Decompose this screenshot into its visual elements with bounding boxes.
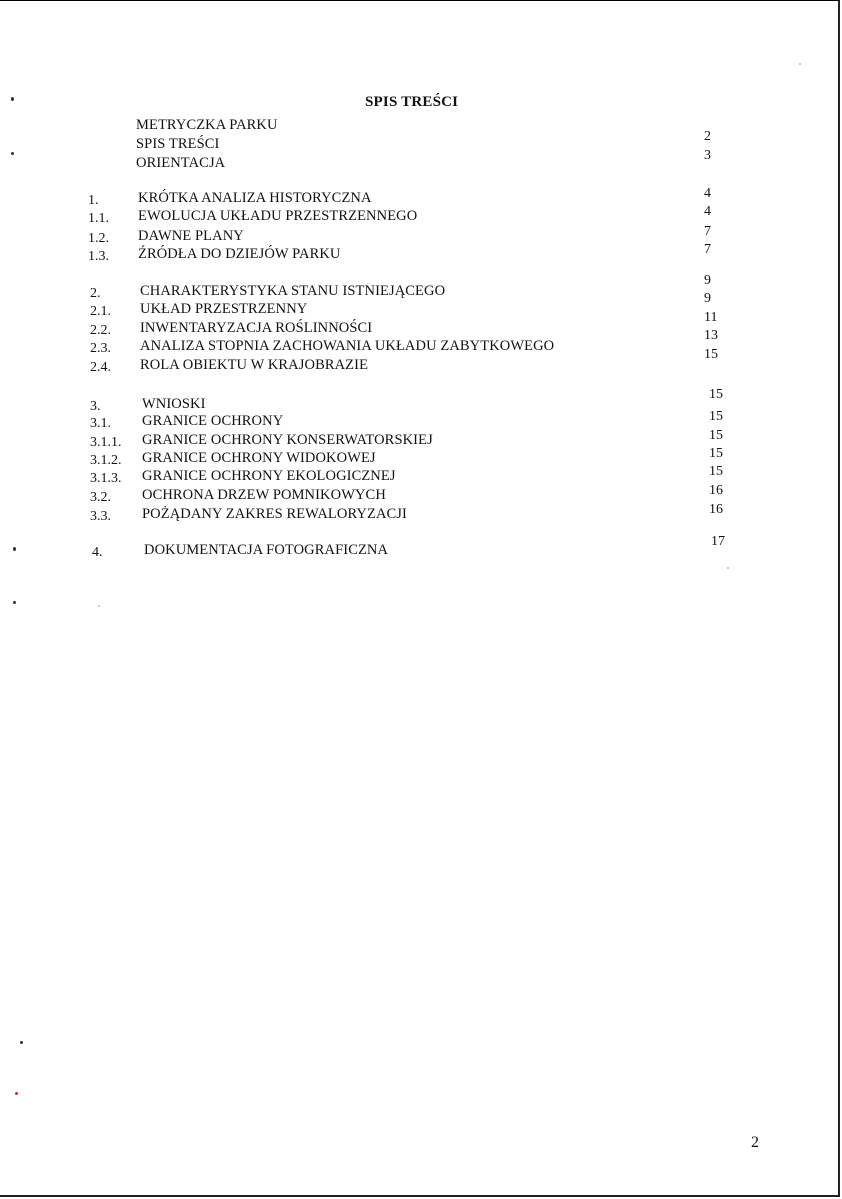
toc-entry-page: 15: [709, 464, 723, 479]
toc-entry-number: 2.4.: [90, 360, 111, 375]
toc-entry-title: GRANICE OCHRONY WIDOKOWEJ: [142, 450, 376, 466]
toc-entry-title: ŹRÓDŁA DO DZIEJÓW PARKU: [138, 246, 341, 262]
toc-entry: [0, 242, 840, 266]
toc-entry-number: 3.1.2.: [90, 453, 122, 468]
toc-entry-page: 4: [704, 186, 711, 201]
toc-entry-title: UKŁAD PRZESTRZENNY: [140, 301, 308, 317]
toc-entry: [0, 502, 840, 526]
toc-entry-page: 16: [709, 502, 723, 517]
toc-entry-title: CHARAKTERYSTYKA STANU ISTNIEJĄCEGO: [140, 283, 446, 299]
toc-entry-page: 9: [704, 273, 711, 288]
toc-entry-page: 9: [704, 291, 711, 306]
toc-title: SPIS TREŚCI: [365, 94, 459, 110]
toc-entry-page: 2: [704, 129, 711, 144]
toc-entry-number: 1.2.: [88, 231, 109, 246]
toc-entry-title: OCHRONA DRZEW POMNIKOWYCH: [142, 487, 386, 503]
toc-entry-number: 1.1.: [88, 211, 109, 226]
toc-entry-number: 2.2.: [90, 323, 111, 338]
scan-speck: [20, 1041, 23, 1044]
toc-entry-page: 15: [709, 409, 723, 424]
toc-entry-title: POŻĄDANY ZAKRES REWALORYZACJI: [142, 506, 407, 522]
toc-entry-page: 11: [704, 310, 718, 325]
toc-entry-page: 15: [704, 347, 718, 362]
toc-entry-number: 1.: [88, 193, 99, 208]
toc-entry-number: 2.3.: [90, 341, 111, 356]
toc-entry-page: 15: [709, 387, 723, 402]
toc-entry-number: 2.: [90, 286, 101, 301]
toc-entry-number: 3.: [90, 399, 101, 414]
toc-entry-number: 4.: [92, 545, 103, 560]
scan-speck: [98, 605, 100, 607]
toc-entry-title: GRANICE OCHRONY: [142, 413, 284, 429]
scan-speck: [13, 547, 16, 551]
toc-entry-title: KRÓTKA ANALIZA HISTORYCZNA: [138, 190, 372, 206]
toc-entry-title: WNIOSKI: [142, 396, 206, 412]
scan-speck: [13, 601, 16, 604]
scan-speck: [11, 152, 14, 155]
toc-entry-page: 15: [709, 428, 723, 443]
toc-entry: [0, 148, 840, 175]
toc-entry-title: GRANICE OCHRONY EKOLOGICZNEJ: [142, 468, 396, 484]
toc-entry-number: 3.3.: [90, 509, 111, 524]
toc-entry-number: 3.1.: [90, 416, 111, 431]
toc-entry: [0, 534, 840, 562]
toc-entry-page: 3: [704, 148, 711, 163]
toc-entry-title: ANALIZA STOPNIA ZACHOWANIA UKŁADU ZABYTKOWEGO: [140, 338, 555, 354]
toc-entry-title: SPIS TREŚCI: [136, 136, 220, 152]
toc-entry-number: 3.1.1.: [90, 435, 122, 450]
toc-entry-page: 15: [709, 446, 723, 461]
toc-entry: [0, 204, 840, 228]
scan-speck: [727, 567, 729, 569]
scan-speck: [15, 1092, 18, 1095]
toc-entry: [0, 186, 840, 210]
toc-entry-page: 13: [704, 328, 718, 343]
toc-entry-number: 1.3.: [88, 249, 109, 264]
toc-entry-page: 7: [704, 224, 711, 239]
toc-entry-title: GRANICE OCHRONY KONSERWATORSKIEJ: [142, 432, 433, 448]
toc-entry-title: EWOLUCJA UKŁADU PRZESTRZENNEGO: [138, 208, 418, 224]
toc-entry-title: ORIENTACJA: [136, 155, 226, 171]
toc-entry-page: 17: [711, 534, 725, 549]
scan-speck: [11, 97, 14, 101]
toc-entry-page: 16: [709, 483, 723, 498]
scan-speck: [799, 63, 801, 65]
toc-entry-title: DAWNE PLANY: [138, 228, 244, 244]
toc-entry-title: DOKUMENTACJA FOTOGRAFICZNA: [144, 542, 389, 558]
toc-entry: [0, 224, 840, 248]
page-number: 2: [751, 1134, 759, 1151]
toc-entry-title: METRYCZKA PARKU: [136, 117, 278, 133]
toc-entry: [0, 129, 840, 156]
toc-entry-number: 3.1.3.: [90, 471, 122, 486]
toc-entry-number: 2.1.: [90, 304, 111, 319]
toc-entry-number: 3.2.: [90, 490, 111, 505]
toc-entry-title: ROLA OBIEKTU W KRAJOBRAZIE: [140, 357, 369, 373]
toc-entry-title: INWENTARYZACJA ROŚLINNOŚCI: [140, 320, 373, 336]
toc-entry: [0, 273, 840, 303]
toc-entry-page: 4: [704, 204, 711, 219]
toc-entry: [0, 117, 840, 137]
toc-entry-page: 7: [704, 242, 711, 257]
